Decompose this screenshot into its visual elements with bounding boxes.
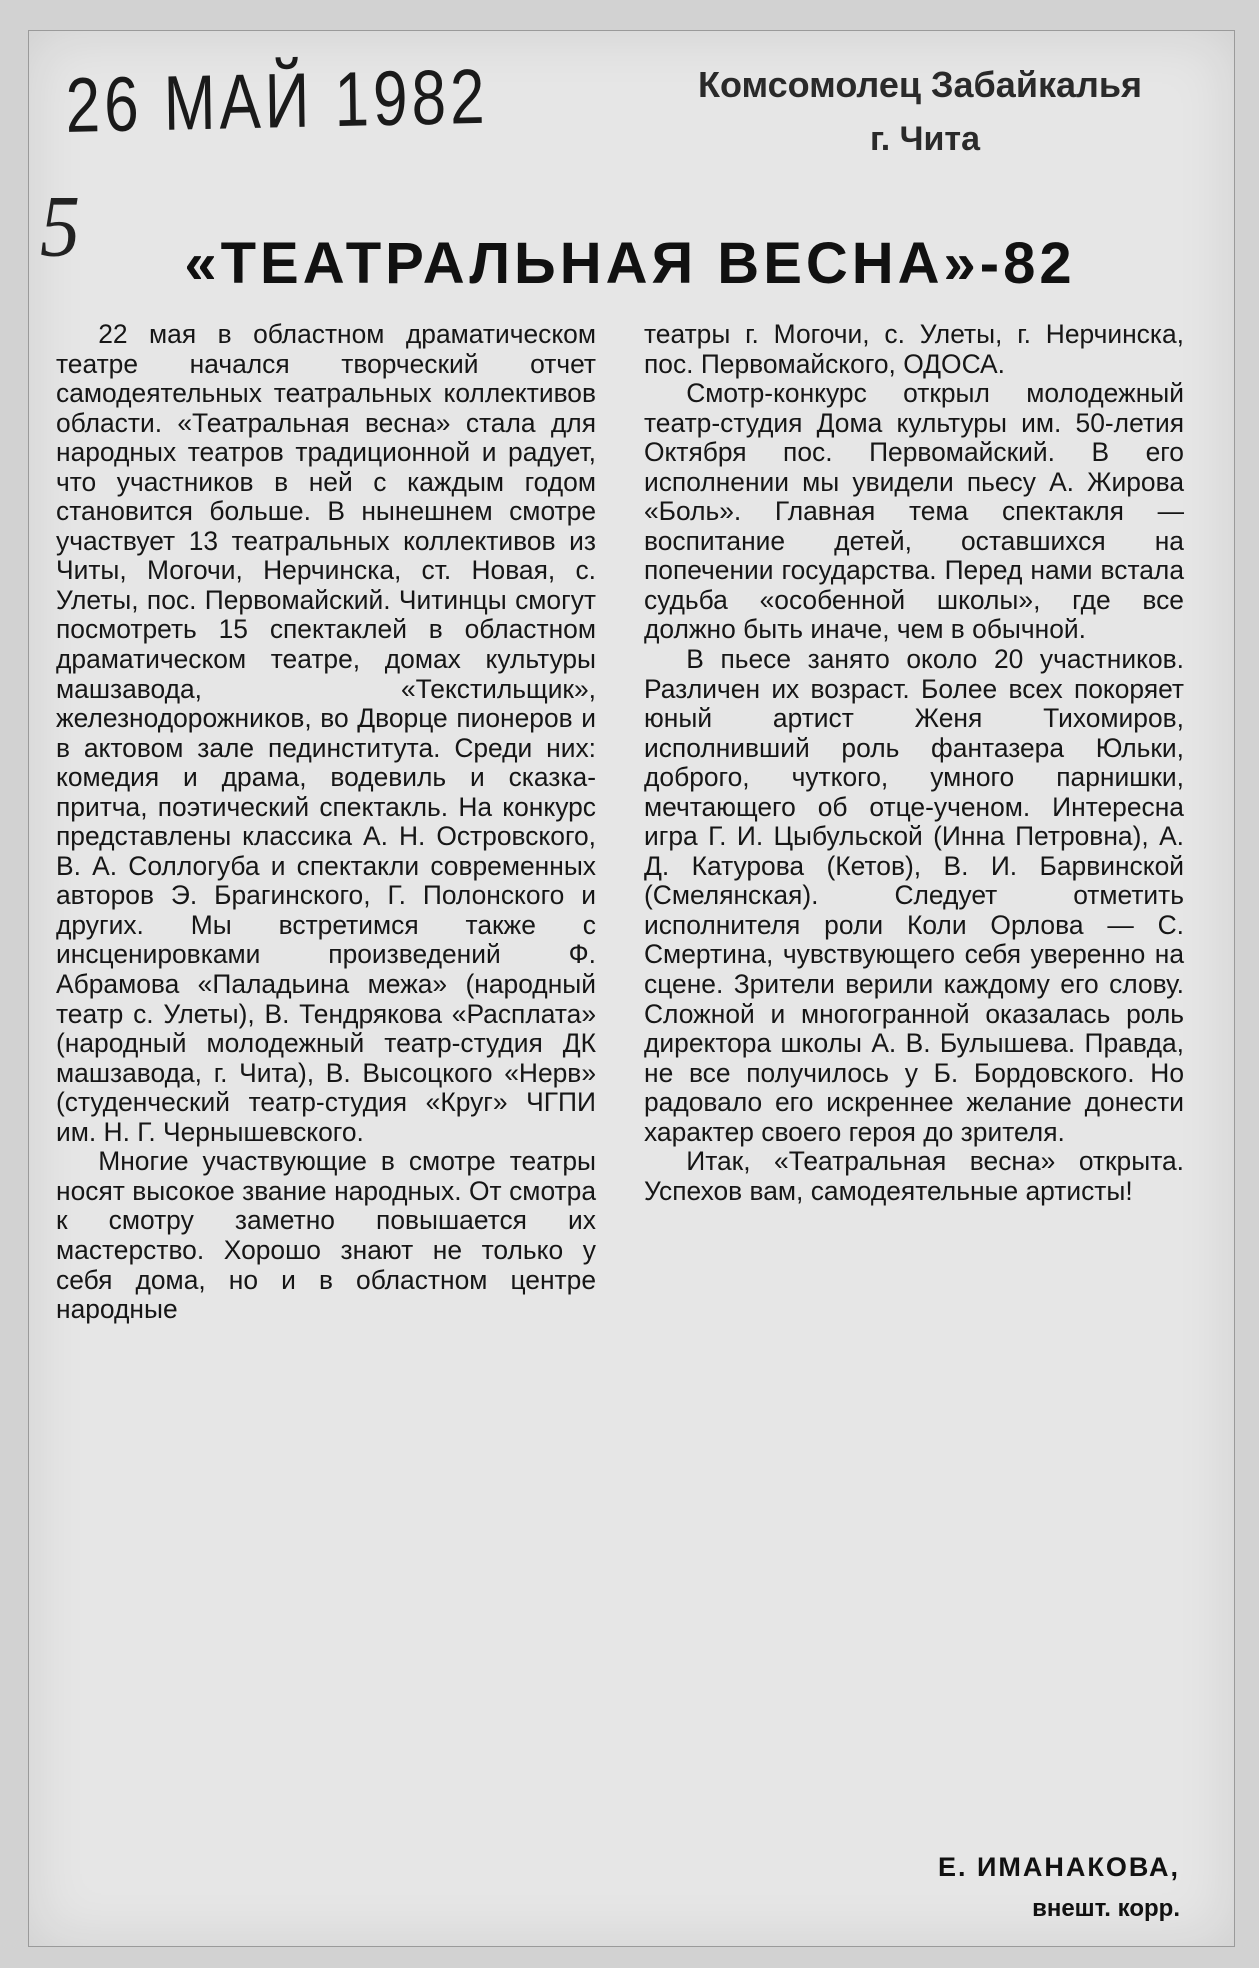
article-headline: «ТЕАТРАЛЬНАЯ ВЕСНА»-82 [184, 231, 1076, 296]
article-paragraph: Многие участвующие в смотре театры носят высокое звание народных. От смотра к смотру заметно повышается их мастерство. Хорошо знают не только у себя дома, но и в областном центре народные [56, 1146, 596, 1325]
article-paragraph-continuation: театры г. Могочи, с. Улеты, г. Нерчинска, пос. Первомайского, ОДОСА. [644, 319, 1184, 379]
article-left-column [56, 320, 596, 1325]
date-stamp: 26 МАЙ 1982 [65, 54, 490, 150]
source-newspaper: Комсомолец Забайкалья [698, 64, 1142, 105]
article-paragraph: В пьесе занято около 20 участников. Различен их возраст. Более всех покоряет юный артист Женя Тихомиров, исполнивший роль фантазера Юльки, доброго, чуткого, умного парнишки, мечтающего об отце-ученом. Интересна игра Г. И. Цыбульской (Инна Петровна), А. Д. Катурова (Кетов), В. И. Барвинской (Смелянская). Следует отметить исполнителя роли Коли Орлова — С. Смертина, чувствующего себя уверенно на сцене. Зрители верили каждому его слову. Сложной и многогранной оказалась роль директора школы А. В. Булышева. Правда, не все получилось у Б. Бордовского. Но радовало его искреннее желание донести характер своего героя до зрителя. [644, 644, 1184, 1147]
article-right-column [644, 320, 1184, 1206]
source-city: г. Чита [869, 120, 980, 158]
article-paragraph: Смотр-конкурс открыл молодежный театр-студия Дома культуры им. 50-летия Октября пос. Первомайский. В его исполнении мы увидели пьесу А. Жирова «Боль». Главная тема спектакля — воспитание детей, оставшихся на попечении государства. Перед нами встала судьба «особенной школы», где все должно быть иначе, чем в обычной. [644, 378, 1184, 645]
author-name: Е. ИМАНАКОВА, [937, 1852, 1180, 1882]
source-stamp [620, 64, 1220, 159]
article-paragraph: Итак, «Театральная весна» открыта. Успехов вам, самодеятельные артисты! [644, 1146, 1184, 1206]
author-signature [880, 1852, 1180, 1923]
author-role: внешт. корр. [1032, 1895, 1180, 1922]
handwritten-page-mark: 5 [40, 178, 80, 276]
article-paragraph: 22 мая в областном драматическом театре начался творческий отчет самодеятельных театральных коллективов области. «Театральная весна» стала для народных театров традиционной и радует, что участников в ней с каждым годом становится больше. В нынешнем смотре участвует 13 театральных коллективов из Читы, Могочи, Нерчинска, ст. Новая, с. Улеты, пос. Первомайский. Читинцы смогут посмотреть 15 спектаклей в областном драматическом театре, домах культуры машзавода, «Текстильщик», железнодорожников, во Дворце пионеров и в актовом зале пединститута. Среди них: комедия и драма, водевиль и сказка-притча, поэтический спектакль. На конкурс представлены классика А. Н. Островского, В. А. Соллогуба и спектакли современных авторов Э. Брагинского, Г. Полонского и других. Мы встретимся также с инсценировками произведений Ф. Абрамова «Паладьина межа» (народный театр с. Улеты), В. Тендрякова «Расплата» (народный молодежный театр-студия ДК машзавода, г. Чита), В. Высоцкого «Нерв» (студенческий театр-студия «Круг» ЧГПИ им. Н. Г. Чернышевского. [56, 319, 596, 1147]
